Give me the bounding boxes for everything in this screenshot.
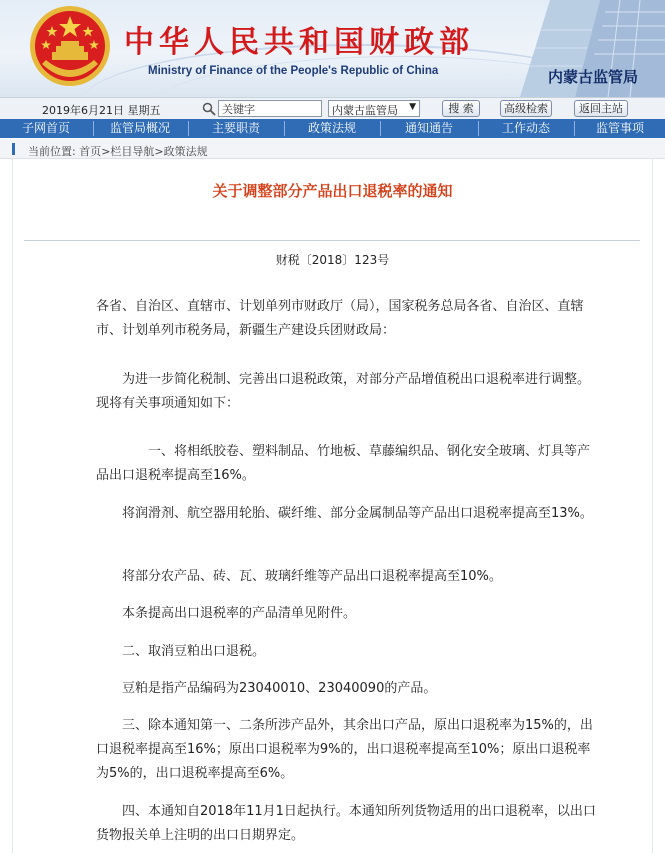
site-title: 中华人民共和国财政部 [124, 25, 474, 60]
location-marker-icon [12, 143, 18, 155]
breadcrumb-text: 当前位置: 首页>栏目导航>政策法规 [28, 145, 208, 158]
region-select[interactable] [328, 100, 420, 117]
search-input[interactable] [218, 100, 322, 117]
nav-item-matters[interactable]: 监管事项 [595, 121, 644, 135]
article-paragraph: 为进一步简化税制、完善出口退税政策，对部分产品增值税出口退税率进行调整。现将有关事项通知如下： [96, 372, 591, 411]
national-emblem-icon [28, 4, 112, 90]
article-paragraph: 各省、自治区、直辖市、计划单列市财政厅（局），国家税务总局各省、自治区、直辖市、计划单列市税务局，新疆生产建设兵团财政局： [96, 299, 584, 338]
current-date: 2019年6月21日 星期五 [42, 104, 161, 117]
article-paragraph: 本条提高出口退税率的产品清单见附件。 [122, 606, 357, 621]
advanced-search-button[interactable]: 高级检索 [500, 100, 552, 117]
chevron-down-icon: ▼ [409, 102, 416, 112]
article-paragraph: 一、将相纸胶卷、塑料制品、竹地板、草藤编织品、钢化安全玻璃、灯具等产品出口退税率提高至16%。 [96, 444, 591, 483]
search-button[interactable]: 搜 索 [442, 100, 480, 117]
title-divider [24, 240, 640, 241]
toolbar [0, 97, 665, 119]
article-paragraph: 四、本通知自2018年11月1日起执行。本通知所列货物适用的出口退税率，以出口货物报关单上注明的出口日期界定。 [96, 804, 596, 843]
nav-item-overview[interactable]: 监管局概况 [109, 121, 170, 135]
site-header-banner [0, 0, 665, 97]
nav-item-news[interactable]: 工作动态 [501, 121, 550, 135]
nav-item-home[interactable]: 子网首页 [21, 121, 70, 135]
nav-item-duties[interactable]: 主要职责 [211, 121, 260, 135]
article-paragraph: 将润滑剂、航空器用轮胎、碳纤维、部分金属制品等产品出口退税率提高至13%。 [122, 506, 593, 521]
search-icon [202, 102, 216, 116]
article-title: 关于调整部分产品出口退税率的通知 [212, 182, 453, 200]
back-to-main-site-button[interactable]: 返回主站 [574, 100, 628, 117]
nav-item-notices[interactable]: 通知通告 [404, 121, 453, 135]
article-paragraph: 豆粕是指产品编码为23040010、23040090的产品。 [122, 681, 437, 696]
main-nav [0, 119, 665, 138]
article-paragraph: 将部分农产品、砖、瓦、玻璃纤维等产品出口退税率提高至10%。 [122, 569, 502, 584]
article-paragraph: 三、除本通知第一、二条所涉产品外，其余出口产品，原出口退税率为15%的，出口退税率提高至16%；原出口退税率为9%的，出口退税率提高至10%；原出口退税率为5%的，出口退税率提高至6%。 [96, 718, 593, 781]
document-number: 财税〔2018〕123号 [275, 253, 390, 267]
article-paragraph: 二、取消豆粕出口退税。 [122, 644, 266, 659]
bureau-name: 内蒙古监管局 [548, 68, 639, 86]
site-subtitle: Ministry of Finance of the People's Republic of China [148, 65, 439, 77]
region-select-value: 内蒙古监管局 [332, 104, 398, 117]
nav-item-policy[interactable]: 政策法规 [307, 121, 356, 135]
breadcrumb [0, 139, 665, 159]
